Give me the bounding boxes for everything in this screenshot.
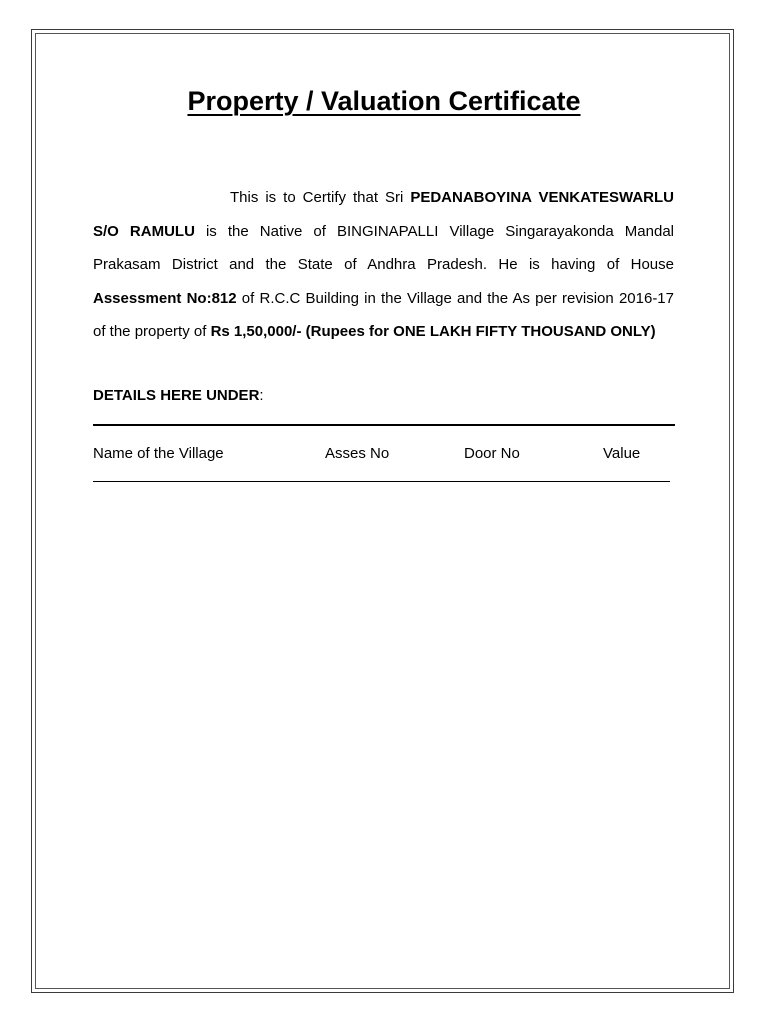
table-top-rule xyxy=(93,424,675,426)
details-colon: : xyxy=(259,387,264,404)
page-border-inner xyxy=(35,33,730,989)
column-header-asses-no: Asses No xyxy=(325,445,390,462)
table-bottom-rule xyxy=(93,481,670,482)
details-label: DETAILS HERE UNDER xyxy=(93,387,260,404)
paragraph-building: of R.C.C Building in the Village and the As per revision 2016-17 of the property of xyxy=(93,289,674,340)
assessment-number: Assessment No:812 xyxy=(93,289,237,307)
column-header-door-no: Door No xyxy=(464,445,520,462)
paragraph-intro: This is to Certify that Sri xyxy=(230,189,411,206)
holder-name: PEDANABOYINA VENKATESWARLU S/O RAMULU xyxy=(93,189,674,240)
certificate-title: Property / Valuation Certificate xyxy=(187,86,581,116)
details-heading xyxy=(93,386,264,406)
column-header-village: Name of the Village xyxy=(93,445,224,462)
property-amount: Rs 1,50,000/- (Rupees for ONE LAKH FIFTY THOUSAND ONLY) xyxy=(210,323,656,340)
column-header-value: Value xyxy=(603,445,641,462)
paragraph-native: is the Native of BINGINAPALLI Village Singarayakonda Mandal Prakasam District and the State of Andhra Pradesh. He is having of House xyxy=(93,222,674,273)
certificate-paragraph xyxy=(93,181,674,349)
table-header-row xyxy=(0,445,768,465)
